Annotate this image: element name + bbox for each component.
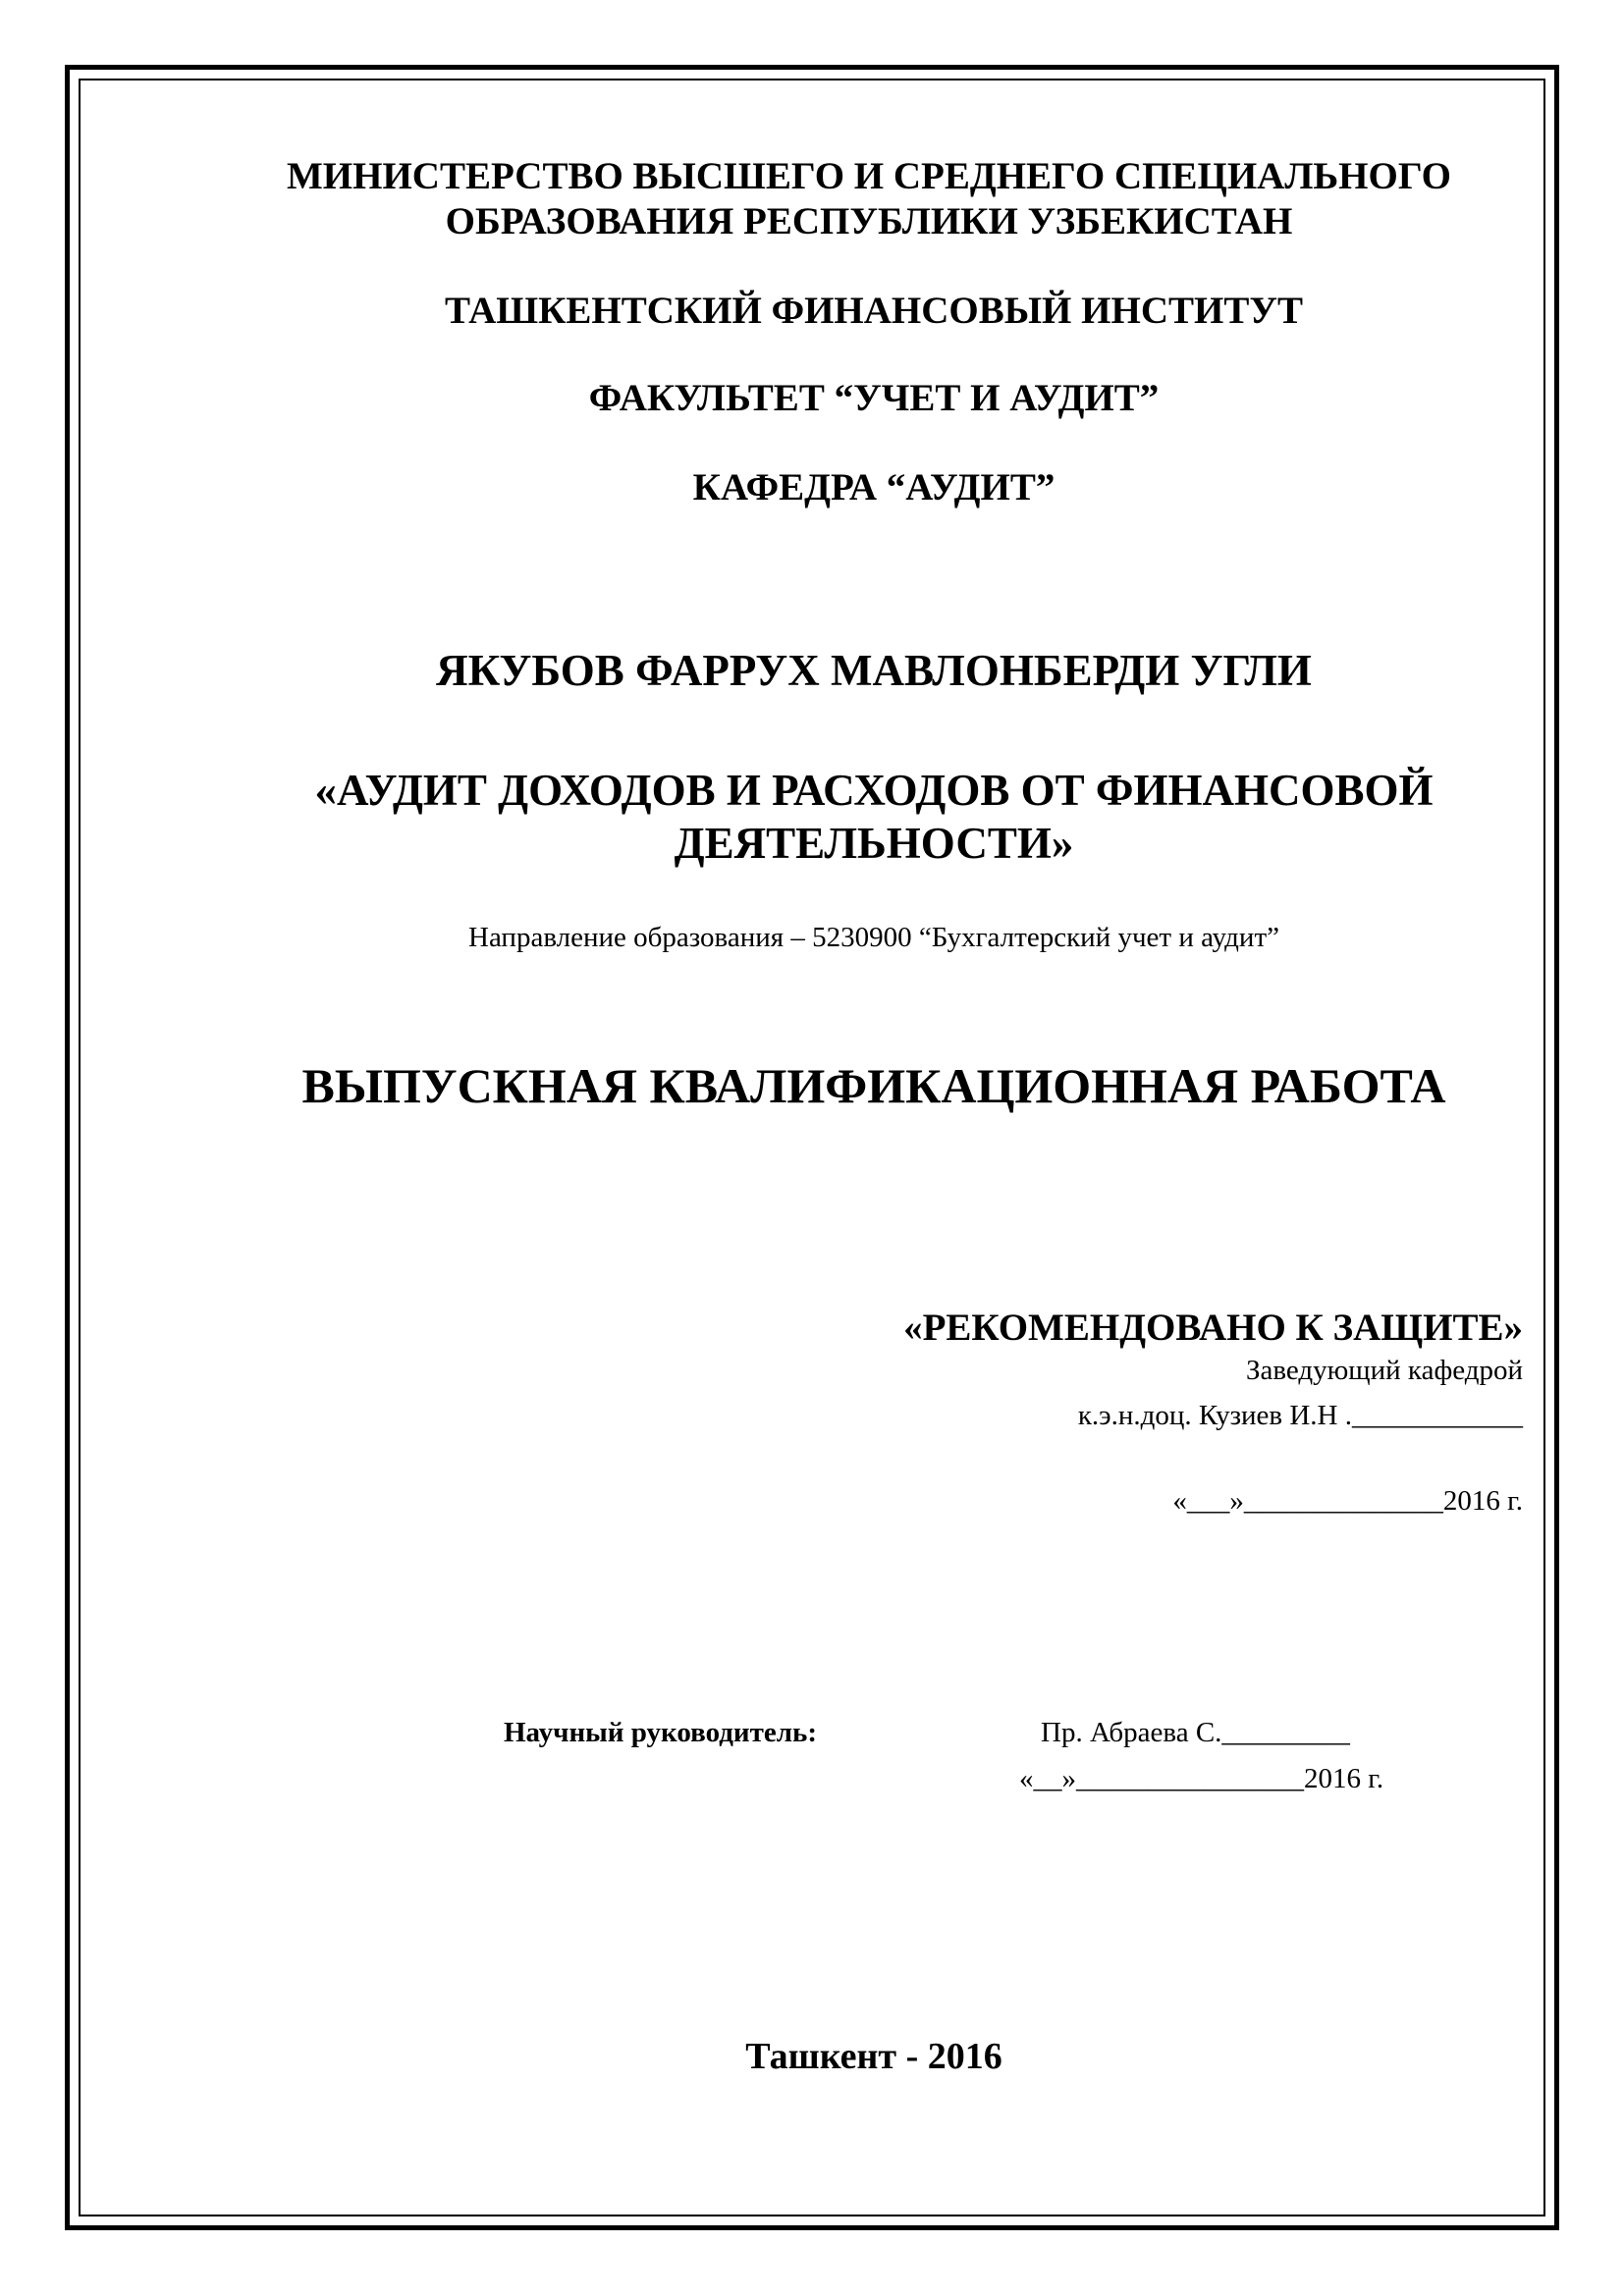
approval-position: Заведующий кафедрой [1245,1355,1523,1386]
work-type: ВЫПУСКНАЯ КВАЛИФИКАЦИОННАЯ РАБОТА [301,1058,1446,1113]
approval-date-line: «___»______________2016 г. [1172,1485,1523,1517]
faculty-name: ФАКУЛЬТЕТ “УЧЕТ И АУДИТ” [588,377,1160,419]
thesis-title-line-1: «АУДИТ ДОХОДОВ И РАСХОДОВ ОТ ФИНАНСОВОЙ [314,766,1434,815]
ministry-line-1: МИНИСТЕРСТВО ВЫСШЕГО И СРЕДНЕГО СПЕЦИАЛЬНОГО [286,155,1452,197]
institute-name: ТАШКЕНТСКИЙ ФИНАНСОВЫЙ ИНСТИТУТ [445,290,1303,332]
approval-signature-line: к.э.н.доц. Кузиев И.Н .____________ [1077,1400,1523,1431]
author-name: ЯКУБОВ ФАРРУХ МАВЛОНБЕРДИ УГЛИ [436,646,1312,695]
education-direction: Направление образования – 5230900 “Бухгалтерский учет и аудит” [468,922,1279,953]
thesis-title-line-2: ДЕЯТЕЛЬНОСТИ» [674,819,1074,868]
ministry-heading [216,154,1522,244]
city-year: Ташкент - 2016 [745,2036,1002,2077]
supervisor-date-line: «__»________________2016 г. [1019,1763,1384,1794]
supervisor-label: Научный руководитель: [504,1717,817,1748]
approval-heading: «РЕКОМЕНДОВАНО К ЗАЩИТЕ» [903,1307,1523,1349]
ministry-line-2: ОБРАЗОВАНИЯ РЕСПУБЛИКИ УЗБЕКИСТАН [445,200,1293,242]
department-name: КАФЕДРА “АУДИТ” [692,466,1056,508]
thesis-title [226,764,1522,870]
supervisor-signature-line: Пр. Абраева С._________ [1041,1717,1350,1748]
